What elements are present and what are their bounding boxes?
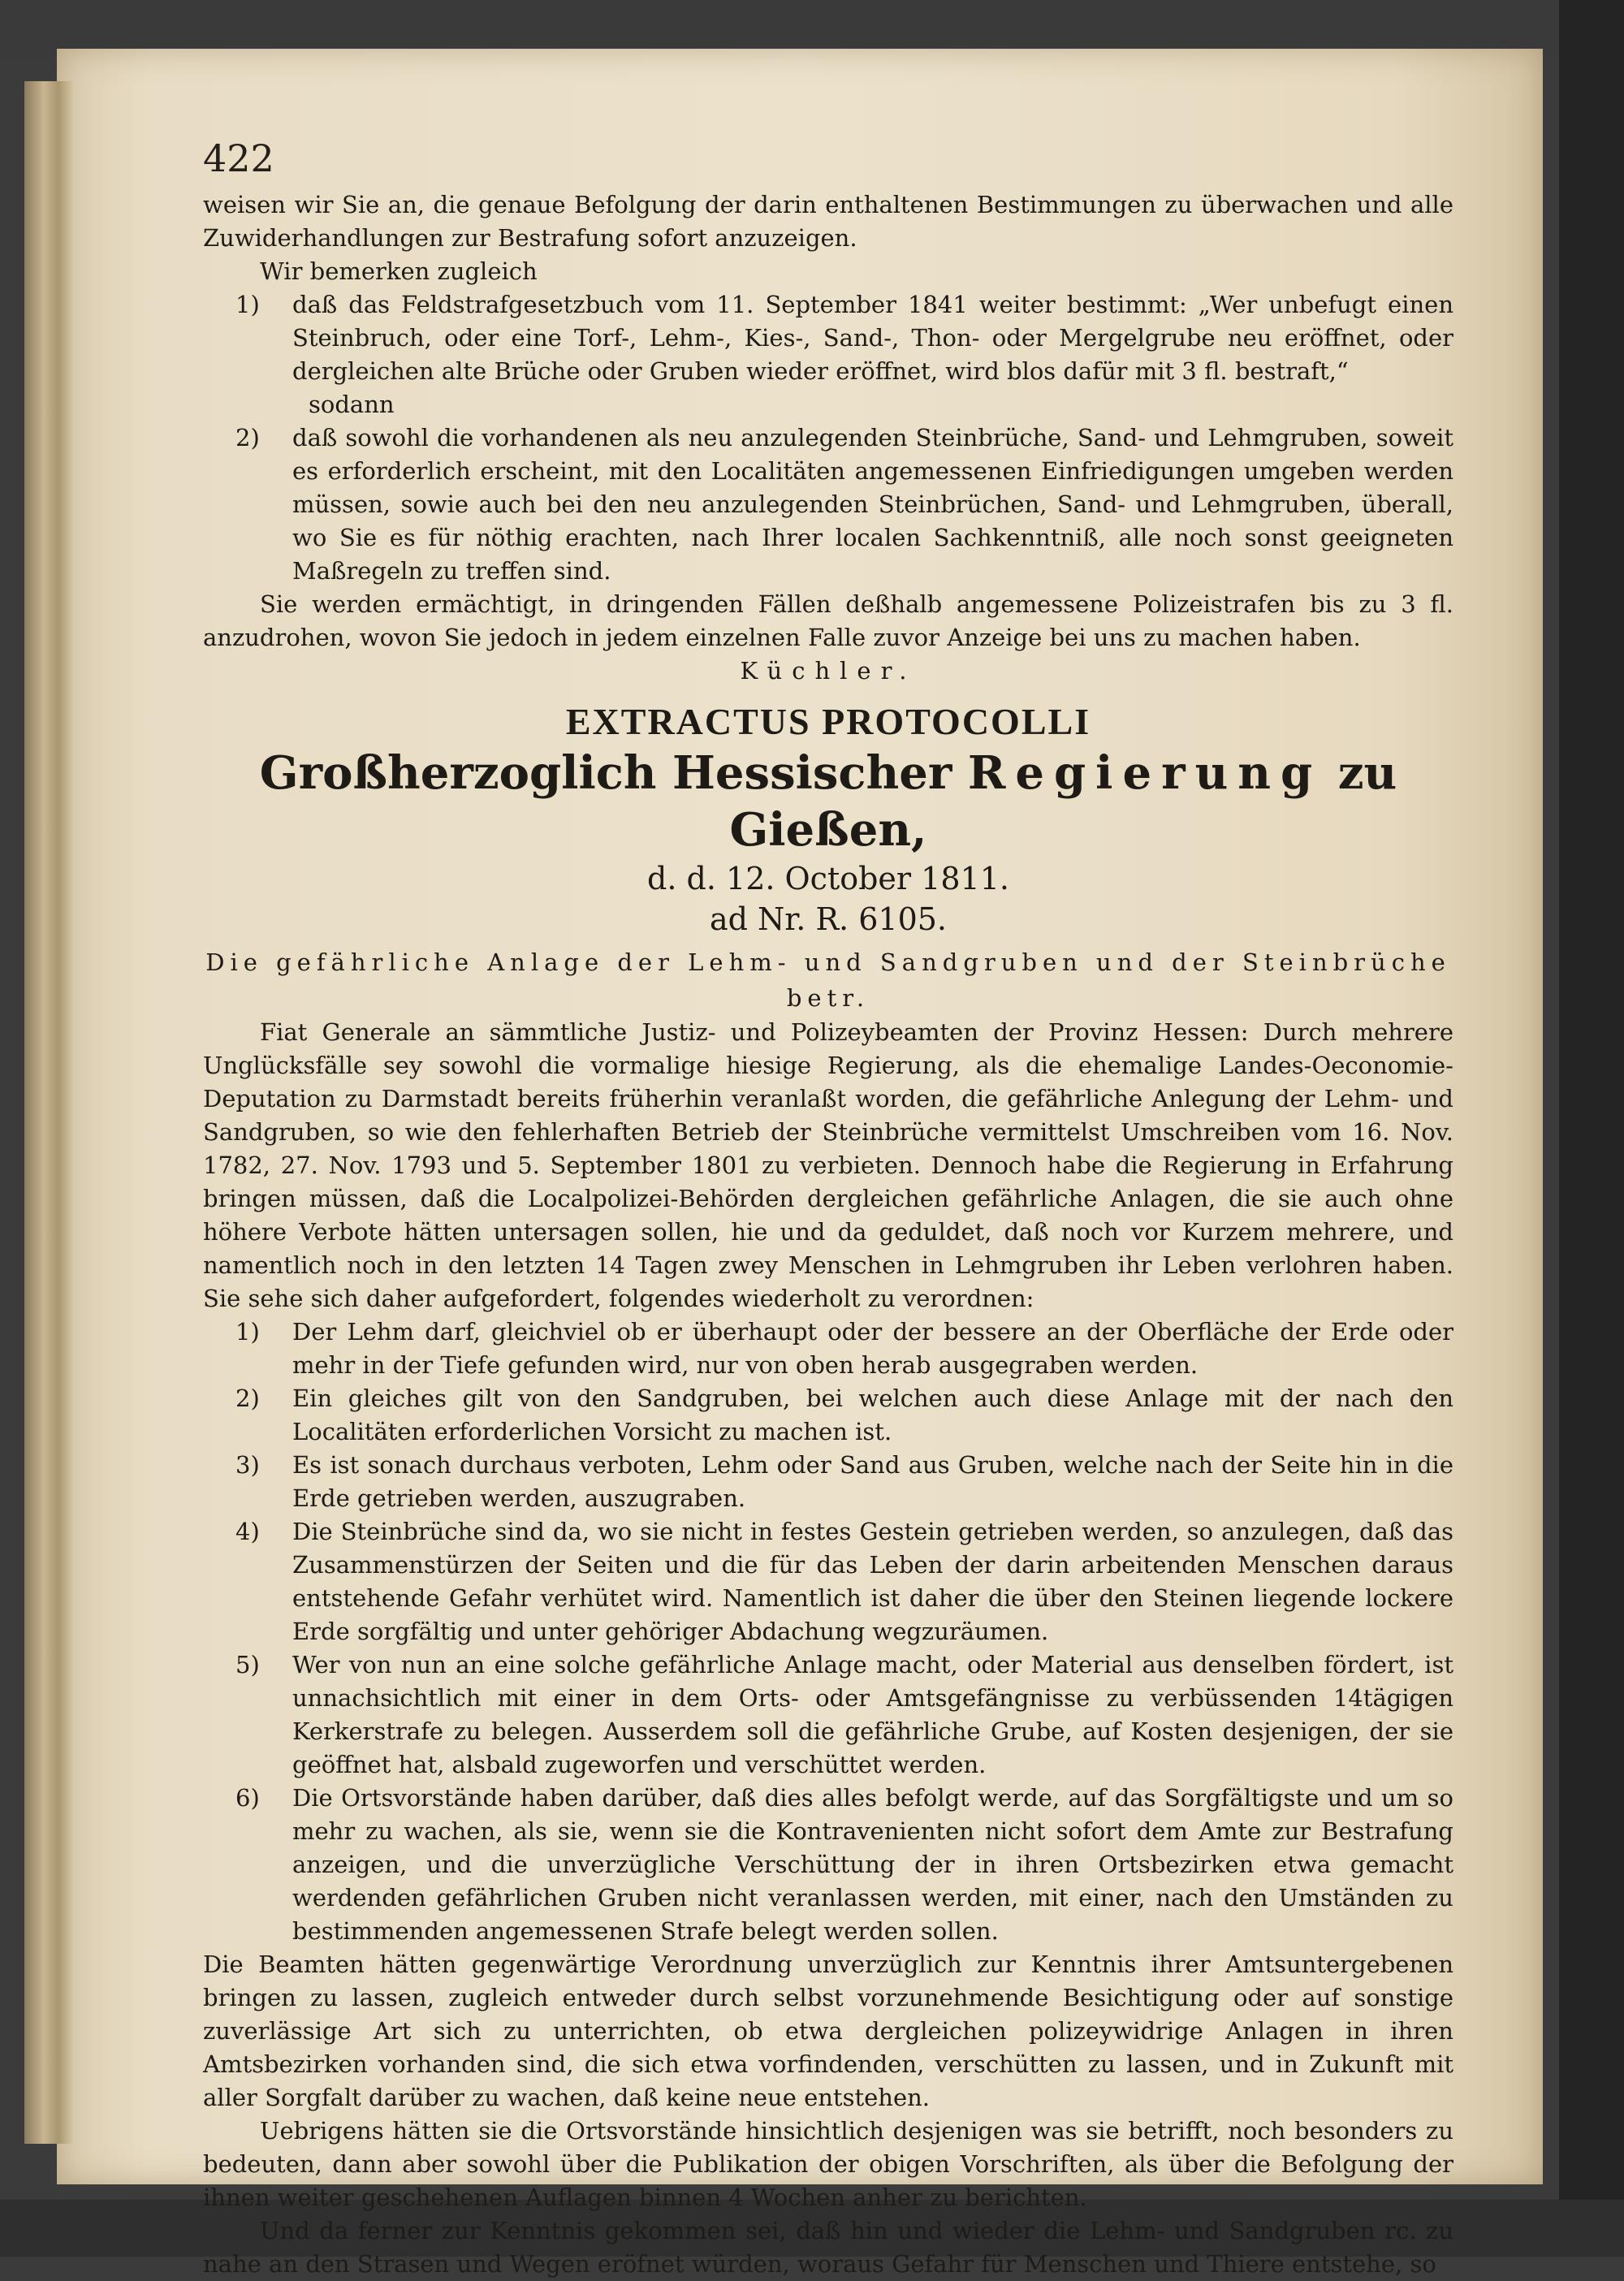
list-number: 1) <box>235 1318 260 1346</box>
body-paragraph: Uebrigens hätten sie die Ortsvorstände hinsichtlich desjenigen was sie betrifft, noch besonders zu bedeuten, dann aber sowohl über die Publikation der obigen Vorschriften, als über die Befolgung der ihnen weiter geschehenen Auflagen binnen 4 Wochen anher zu berichten. <box>203 2117 1453 2211</box>
list-item <box>203 1648 1453 1782</box>
list-item <box>203 421 1453 588</box>
intro-paragraph: weisen wir Sie an, die genaue Befolgung der darin enthaltenen Bestimmungen zu überwachen und alle Zuwiderhandlungen zur Bestrafung sofort anzuzeigen. <box>203 191 1453 252</box>
list-number: 3) <box>235 1451 260 1479</box>
list-text: daß das Feldstrafgesetzbuch vom 11. September 1841 weiter bestimmt: „Wer unbefugt einen Steinbruch, oder eine Torf-, Lehm-, Kies-, Sand-, Thon- oder Mergelgrube neu eröffnet, oder dergleichen alte Brüche oder Gruben wieder eröffnet, wird blos dafür mit 3 fl. bestraft,“ <box>292 291 1453 385</box>
authority-part: Regierung <box>967 746 1323 800</box>
list-text: Es ist sonach durchaus verboten, Lehm oder Sand aus Gruben, welche nach der Seite hin in die Erde getrieben werden, auszugraben. <box>292 1451 1453 1512</box>
list-number: 2) <box>235 424 260 451</box>
list-item <box>203 1449 1453 1515</box>
list-text: Der Lehm darf, gleichviel ob er überhaupt oder der bessere an der Oberfläche der Erde oder mehr in der Tiefe gefunden wird, nur von oben herab ausgegraben werden. <box>292 1318 1453 1379</box>
list-number: 5) <box>235 1651 260 1678</box>
document-reference: ad Nr. R. 6105. <box>709 901 947 937</box>
list-item <box>203 1382 1453 1449</box>
list-number: 6) <box>235 1784 260 1812</box>
page-text <box>203 188 1453 2281</box>
authority-part: Großherzoglich Hessischer <box>259 746 952 800</box>
document-subject: Die gefährliche Anlage der Lehm- und Sandgruben und der Steinbrüche betr. <box>205 948 1451 1012</box>
list-item <box>203 288 1453 388</box>
body-paragraph: Die Beamten hätten gegenwärtige Verordnung unverzüglich zur Kenntnis ihrer Amtsuntergebenen bringen zu lassen, zugleich entweder durch selbst vorzunehmende Besichtigung oder auf sonstige zuverlässige Art sich zu unterrichten, ob etwa dergleichen polizeywidrige Anlagen in ihren Amtsbezirken vorhanden sind, die sich etwa vorfindenden, verschütten zu lassen, und in Zukunft mit aller Sorgfalt darüber zu wachen, daß keine neue entstehen. <box>203 1951 1453 2111</box>
list-number: 2) <box>235 1385 260 1412</box>
body-paragraph: Fiat Generale an sämmtliche Justiz- und Polizeybeamten der Provinz Hessen: Durch mehrere Unglücksfälle sey sowohl die vormalige hiesige Regierung, als die ehemalige Landes-Oeconomie-Deputation zu Darmstadt bereits früherhin veranlaßt worden, die gefährliche Anlegung der Lehm- und Sandgruben, so wie den fehlerhaften Betrieb der Steinbrüche vermittelst Umschreiben vom 16. Nov. 1782, 27. Nov. 1793 und 5. September 1801 zu verbieten. Dennoch habe die Regierung in Erfahrung bringen müssen, daß die Localpolizei-Behörden dergleichen gefährliche Anlagen, die sie auch ohne höhere Verbote hätten untersagen sollen, hie und da geduldet, daß noch vor Kurzem mehrere, und namentlich noch in den letzten 14 Tagen zwey Menschen in Lehmgruben ihr Leben verlohren haben. Sie sehe sich daher aufgefordert, folgendes wiederholt zu verordnen: <box>203 1018 1453 1312</box>
list-item <box>203 1515 1453 1648</box>
list-item <box>203 1315 1453 1382</box>
body-paragraph: Und da ferner zur Kenntnis gekommen sei, daß hin und wieder die Lehm- und Sandgruben rc. zu nahe an den Strasen und Wegen eröfnet würden, woraus Gefahr für Menschen und Thiere entstehe, so <box>203 2217 1453 2278</box>
intro-sodann: sodann <box>309 391 395 418</box>
list-item <box>203 1782 1453 1948</box>
scanner-right-border <box>1559 0 1624 2257</box>
signature: Küchler. <box>740 657 917 685</box>
list-text: Ein gleiches gilt von den Sandgruben, bei welchen auch diese Anlage mit der nach den Localitäten erforderlichen Vorsicht zu machen ist. <box>292 1385 1453 1445</box>
list-number: 4) <box>235 1518 260 1545</box>
list-text: Die Steinbrüche sind da, wo sie nicht in festes Gestein getrieben werden, so anzulegen, daß das Zusammenstürzen der Seiten und die für das Leben der darin arbeitenden Menschen daraus entstehende Gefahr verhütet wird. Namentlich ist daher die über den Steinen liegende lockere Erde sorgfältig und unter gehöriger Abdachung wegzuräumen. <box>292 1518 1453 1645</box>
list-text: Die Ortsvorstände haben darüber, daß dies alles befolgt werde, auf das Sorgfältigste und um so mehr zu wachen, als sie, wenn sie die Kontravenienten nicht sofort dem Amte zur Bestrafung anzeigen, und die unverzügliche Verschüttung der in ihren Ortsbezirken etwa gemacht werdenden gefährlichen Gruben nicht veranlassen werden, mit einer, nach den Umständen zu bestimmenden angemessenen Strafe belegt werden sollen. <box>292 1784 1453 1945</box>
page-number: 422 <box>203 136 274 180</box>
list-text: daß sowohl die vorhandenen als neu anzulegenden Steinbrüche, Sand- und Lehmgruben, soweit es erforderlich erscheint, mit den Localitäten angemessenen Einfriedigungen umgeben werden müssen, sowie auch bei den neu anzulegenden Steinbrüchen, Sand- und Lehmgruben, überall, wo Sie es für nöthig erachten, nach Ihrer localen Sachkenntniß, alle noch sonst geeigneten Maßregeln zu treffen sind. <box>292 424 1453 585</box>
authority-part: zu Gießen, <box>729 746 1397 857</box>
list-number: 1) <box>235 291 260 318</box>
intro-paragraph: Wir bemerken zugleich <box>260 257 538 285</box>
list-text: Wer von nun an eine solche gefährliche Anlage macht, oder Material aus denselben fördert, ist unnachsichtlich mit einer in dem Orts- oder Amtsgefängnisse zu verbüssenden 14tägigen Kerkerstrafe zu belegen. Ausserdem soll die gefährliche Grube, auf Kosten desjenigen, der sie geöffnet hat, alsbald zugeworfen und verschüttet werden. <box>292 1651 1453 1778</box>
book-page-edges <box>24 81 73 2144</box>
authority-heading <box>203 745 1453 858</box>
intro-paragraph: Sie werden ermächtigt, in dringenden Fällen deßhalb angemessene Polizeistrafen bis zu 3 fl. anzudrohen, wovon Sie jedoch in jedem einzelnen Falle zuvor Anzeige bei uns zu machen haben. <box>203 590 1453 651</box>
document-date: d. d. 12. October 1811. <box>647 861 1009 896</box>
document-title: EXTRACTUS PROTOCOLLI <box>565 701 1091 742</box>
